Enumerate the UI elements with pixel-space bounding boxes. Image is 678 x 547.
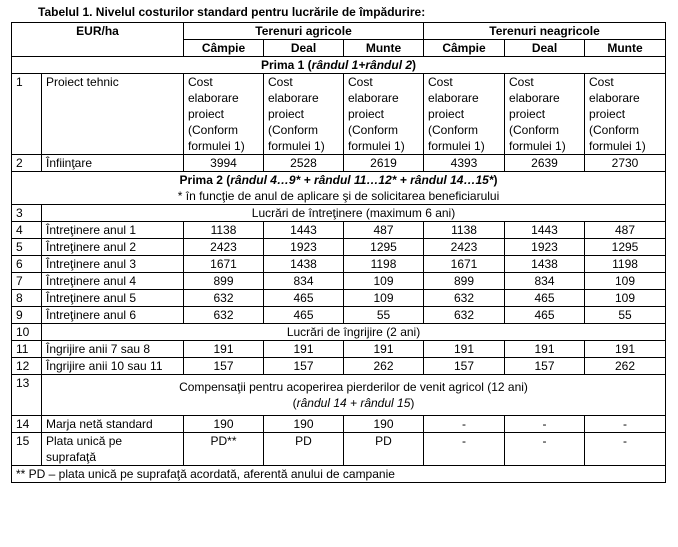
- row-label: Plata unică pe suprafaţă: [42, 433, 184, 466]
- value-cell: -: [424, 416, 505, 433]
- table-row-1: [12, 74, 666, 155]
- value-cell: 2423: [424, 239, 505, 256]
- row-number: 4: [12, 222, 42, 239]
- prima2-cell: [12, 172, 666, 205]
- value-cell: 1198: [344, 256, 424, 273]
- value-cell: 262: [585, 358, 666, 375]
- table-row-10: [12, 324, 666, 341]
- compensation-title: Compensaţii pentru acoperirea pierderilor de venit agricol (12 ani): [179, 380, 528, 394]
- value-cell: 632: [184, 290, 264, 307]
- row-label: Înfiinţare: [42, 155, 184, 172]
- col-header: Deal: [505, 40, 585, 57]
- value-cell: 1443: [264, 222, 344, 239]
- table-row-2: [12, 155, 666, 172]
- row-number: 8: [12, 290, 42, 307]
- value-cell: 1923: [505, 239, 585, 256]
- value-cell: 1923: [264, 239, 344, 256]
- col-header: Deal: [264, 40, 344, 57]
- value-cell: 1671: [424, 256, 505, 273]
- prima1-title-a: Prima 1 (: [260, 58, 312, 72]
- value-cell: 190: [344, 416, 424, 433]
- row-label: Îngrijire anii 7 sau 8: [42, 341, 184, 358]
- value-cell: 834: [264, 273, 344, 290]
- cost-cell: Cost elaborare proiect (Conform formulei 1): [585, 74, 666, 155]
- table-row-14: [12, 416, 666, 433]
- row-label: Întreţinere anul 1: [42, 222, 184, 239]
- value-cell: 55: [344, 307, 424, 324]
- value-cell: 55: [585, 307, 666, 324]
- prima2-note: * în funcţie de anul de aplicare şi de solicitarea beneficiarului: [177, 189, 500, 203]
- prima1-title-c: ): [412, 58, 417, 72]
- cost-cell: Cost elaborare proiect (Conform formulei 1): [184, 74, 264, 155]
- prima2-title: Prima 2 (rândul 4…9* + rândul 11…12* + rândul 14…15*): [179, 173, 498, 187]
- header-row-1: [12, 23, 666, 40]
- prima1-title-b: rândul 1+rândul 2: [311, 58, 413, 72]
- value-cell: 1138: [424, 222, 505, 239]
- value-cell: 109: [344, 290, 424, 307]
- table-row: [12, 256, 666, 273]
- table-row: [12, 341, 666, 358]
- row-number: 2: [12, 155, 42, 172]
- table-row: [12, 307, 666, 324]
- table-row-3: [12, 205, 666, 222]
- table-caption: Tabelul 1. Nivelul costurilor standard pentru lucrările de împădurire:: [38, 5, 426, 19]
- row-number: 6: [12, 256, 42, 273]
- section-title-care: Lucrări de îngrijire (2 ani): [42, 324, 666, 341]
- row-number: 5: [12, 239, 42, 256]
- table-row-15: [12, 433, 666, 466]
- value-cell: PD**: [184, 433, 264, 466]
- value-cell: 465: [505, 290, 585, 307]
- value-cell: 1295: [585, 239, 666, 256]
- col-header: Munte: [344, 40, 424, 57]
- value-cell: 191: [344, 341, 424, 358]
- value-cell: 1438: [264, 256, 344, 273]
- row-number: 11: [12, 341, 42, 358]
- footnote: ** PD – plata unică pe suprafaţă acordată, aferentă anului de campanie: [12, 466, 666, 483]
- value-cell: 2639: [505, 155, 585, 172]
- value-cell: 632: [184, 307, 264, 324]
- value-cell: 2528: [264, 155, 344, 172]
- table-row: [12, 358, 666, 375]
- row-label: Întreţinere anul 6: [42, 307, 184, 324]
- value-cell: PD: [344, 433, 424, 466]
- value-cell: 487: [585, 222, 666, 239]
- value-cell: 3994: [184, 155, 264, 172]
- value-cell: 157: [505, 358, 585, 375]
- value-cell: 191: [505, 341, 585, 358]
- value-cell: 109: [585, 273, 666, 290]
- value-cell: 1443: [505, 222, 585, 239]
- value-cell: 465: [505, 307, 585, 324]
- value-cell: 262: [344, 358, 424, 375]
- table-row-13: [12, 375, 666, 416]
- value-cell: 834: [505, 273, 585, 290]
- value-cell: -: [424, 433, 505, 466]
- value-cell: PD: [264, 433, 344, 466]
- group-header-agricole: Terenuri agricole: [184, 23, 424, 40]
- row-number: 7: [12, 273, 42, 290]
- group-header-neagricole: Terenuri neagricole: [424, 23, 666, 40]
- unit-header: EUR/ha: [12, 23, 184, 57]
- value-cell: 190: [264, 416, 344, 433]
- row-label: Întreţinere anul 4: [42, 273, 184, 290]
- value-cell: 1438: [505, 256, 585, 273]
- row-label: Proiect tehnic: [42, 74, 184, 155]
- row-label: Întreţinere anul 2: [42, 239, 184, 256]
- value-cell: 191: [585, 341, 666, 358]
- value-cell: 190: [184, 416, 264, 433]
- row-number: 12: [12, 358, 42, 375]
- value-cell: 157: [264, 358, 344, 375]
- value-cell: 487: [344, 222, 424, 239]
- table-row: [12, 239, 666, 256]
- cost-cell: Cost elaborare proiect (Conform formulei 1): [344, 74, 424, 155]
- table-row: [12, 222, 666, 239]
- row-number: 14: [12, 416, 42, 433]
- col-header: Câmpie: [184, 40, 264, 57]
- section-title-maintenance: Lucrări de întreţinere (maximum 6 ani): [42, 205, 666, 222]
- value-cell: 191: [424, 341, 505, 358]
- compensation-cell: [42, 375, 666, 416]
- cost-cell: Cost elaborare proiect (Conform formulei 1): [505, 74, 585, 155]
- prima1-row: [12, 57, 666, 74]
- row-number: 15: [12, 433, 42, 466]
- value-cell: -: [505, 433, 585, 466]
- value-cell: 632: [424, 307, 505, 324]
- prima1-title: [12, 57, 666, 74]
- value-cell: -: [585, 433, 666, 466]
- value-cell: 632: [424, 290, 505, 307]
- value-cell: -: [505, 416, 585, 433]
- value-cell: 1198: [585, 256, 666, 273]
- value-cell: 2730: [585, 155, 666, 172]
- value-cell: 2619: [344, 155, 424, 172]
- row-number: 13: [12, 375, 42, 416]
- cost-cell: Cost elaborare proiect (Conform formulei 1): [264, 74, 344, 155]
- value-cell: 899: [184, 273, 264, 290]
- value-cell: 2423: [184, 239, 264, 256]
- table-row: [12, 273, 666, 290]
- row-label: Îngrijire anii 10 sau 11: [42, 358, 184, 375]
- value-cell: 191: [264, 341, 344, 358]
- compensation-formula: (rândul 14 + rândul 15): [292, 396, 415, 410]
- value-cell: 465: [264, 307, 344, 324]
- row-number: 10: [12, 324, 42, 341]
- value-cell: 157: [184, 358, 264, 375]
- value-cell: -: [585, 416, 666, 433]
- standard-costs-table: [11, 22, 666, 483]
- value-cell: 109: [585, 290, 666, 307]
- value-cell: 4393: [424, 155, 505, 172]
- row-number: 1: [12, 74, 42, 155]
- row-label: Marja netă standard: [42, 416, 184, 433]
- prima2-row: [12, 172, 666, 205]
- row-label: Întreţinere anul 3: [42, 256, 184, 273]
- value-cell: 899: [424, 273, 505, 290]
- cost-cell: Cost elaborare proiect (Conform formulei 1): [424, 74, 505, 155]
- row-number: 3: [12, 205, 42, 222]
- value-cell: 1138: [184, 222, 264, 239]
- value-cell: 465: [264, 290, 344, 307]
- row-number: 9: [12, 307, 42, 324]
- footnote-row: [12, 466, 666, 483]
- row-label: Întreţinere anul 5: [42, 290, 184, 307]
- value-cell: 1295: [344, 239, 424, 256]
- value-cell: 109: [344, 273, 424, 290]
- col-header: Munte: [585, 40, 666, 57]
- col-header: Câmpie: [424, 40, 505, 57]
- value-cell: 1671: [184, 256, 264, 273]
- table-row: [12, 290, 666, 307]
- value-cell: 191: [184, 341, 264, 358]
- value-cell: 157: [424, 358, 505, 375]
